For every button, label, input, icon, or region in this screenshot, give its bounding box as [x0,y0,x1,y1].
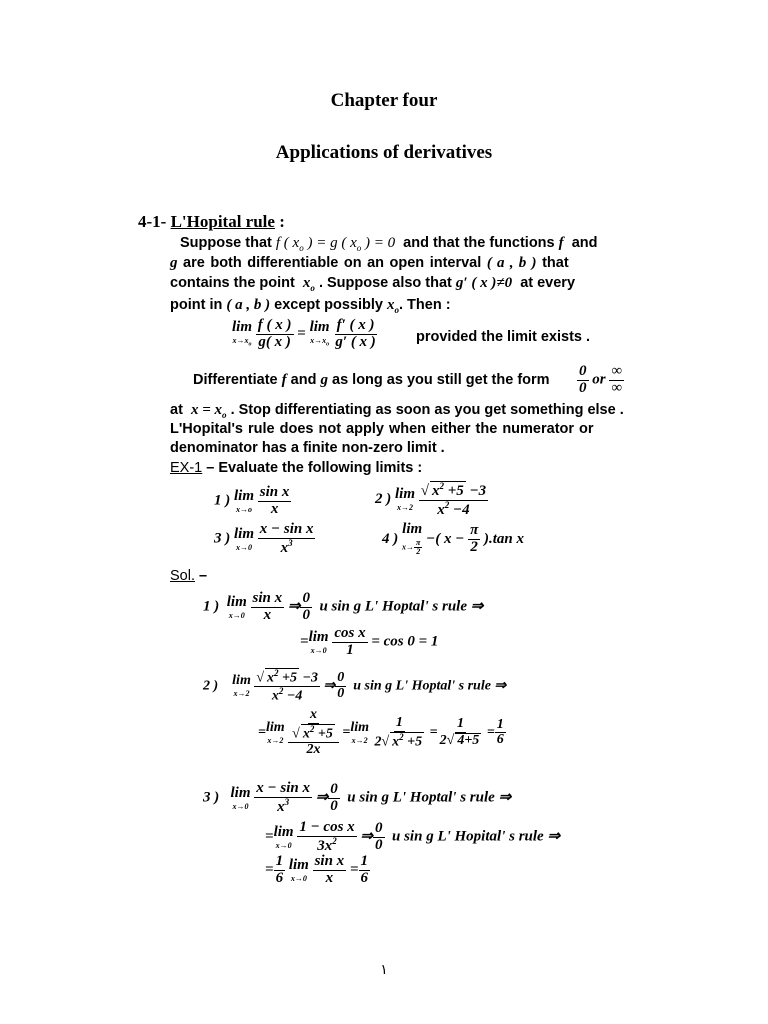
section-heading [138,212,285,232]
lhopital-formula: lim $x\to x_o$ $\frac{f ( x )}{g( x )}$ = lim $x\to x_o$ $\frac{f' ( x )}{g' ( x )}$ [232,317,376,350]
solution-3-step-1: 3 ) lim x→0 $\frac{\text{x − sin x}}{x^3}$ ⇒ $\frac{0}{0}$ u sin g L' Hoptal' s rule ⇒ [203,780,512,815]
section-colon: : [279,212,285,231]
chapter-title: Applications of derivatives [275,142,493,163]
intro-line-1: Suppose that f ( $x_o$ ) = g ( $x_o$ ) = 0 and that the functions f and [180,235,598,253]
solution-2-step-1: 2 ) lim x→2 $\frac{√ x^2 +5 -3}{x^2 -4}$ ⇒ $\frac{0}{0}$ u sin g L' Hoptal' s rule ⇒ [203,668,507,704]
chapter-heading: Chapter four [330,90,438,111]
intro-line-4: point in ( a , b ) except possibly $x_o$. Then : [170,297,451,315]
diff-line-2: at $x = x_o$ . Stop differentiating as soon as you get something else . [170,402,624,420]
intro-line-2: g are both differentiable on an open interval ( a , b ) that [170,255,569,271]
solution-label: Sol. – [170,568,208,584]
solution-3-step-3: = $\frac{1}{6}$ lim x→0 $\frac{\text{sin x}}{x}$ = $\frac{1}{6}$ [265,853,368,886]
section-number: 4-1- [138,212,167,231]
section-name: L'Hopital rule [170,212,275,231]
diff-line-1: Differentiate f and g as long as you still get the form [193,372,550,388]
solution-1-step-1: 1 ) lim x→0 $\frac{\text{sin x}}{x}$ ⇒ $\frac{0}{0}$ u sin g L' Hoptal' s rule ⇒ [203,590,484,623]
indeterminate-forms: $\frac{0}{0}$ or $\frac{\infty}{\infty}$ [579,363,623,396]
page-number: ١ [380,963,388,978]
diff-line-4: denominator has a finite non-zero limit . [170,440,445,456]
solution-3-step-2: = lim x→0 $\frac{\text{1 − cos x}}{3x^2}$ ⇒ $\frac{0}{0}$ u sin g L' Hopital' s rule ⇒ [265,819,561,854]
exercise-1: 1 ) lim x→o $\frac{\text{sin x}}{x}$ [214,484,290,517]
example-heading: EX-1 – Evaluate the following limits : [170,460,423,476]
example-label: EX-1 [170,460,203,476]
solution-1-step-2: = lim x→0 $\frac{\text{cos x}}{1}$ = cos 0 = 1 [300,625,439,658]
diff-line-3: L'Hopital's rule does not apply when either the numerator or [170,421,594,437]
exercise-3: 3 ) lim x→0 $\frac{\text{x − sin x}}{x^3}$ [214,521,314,556]
exercise-2: 2 ) lim x→2 $\frac{√ x^2 +5 -3}{x^2 -4}$ [375,481,487,518]
intro-line-3: contains the point $x_o$ . Suppose also that g′ ( x )≠0 at every [170,275,576,293]
solution-2-step-2: = lim x→2 $\frac{\frac{x}{√ x^2 +5}}{2x}$ = lim x→2 $\frac{1}{2√ x^2 +5}$ = $\frac{1}{2√ 4+5}$ = $\frac{1}{6}$ [258,707,504,758]
exercise-4: 4 ) lim x→ $\frac{\pi}{2}$ −( x − $\frac{\pi}{2}$ ).tan x [382,521,525,557]
formula-note: provided the limit exists . [416,329,591,345]
